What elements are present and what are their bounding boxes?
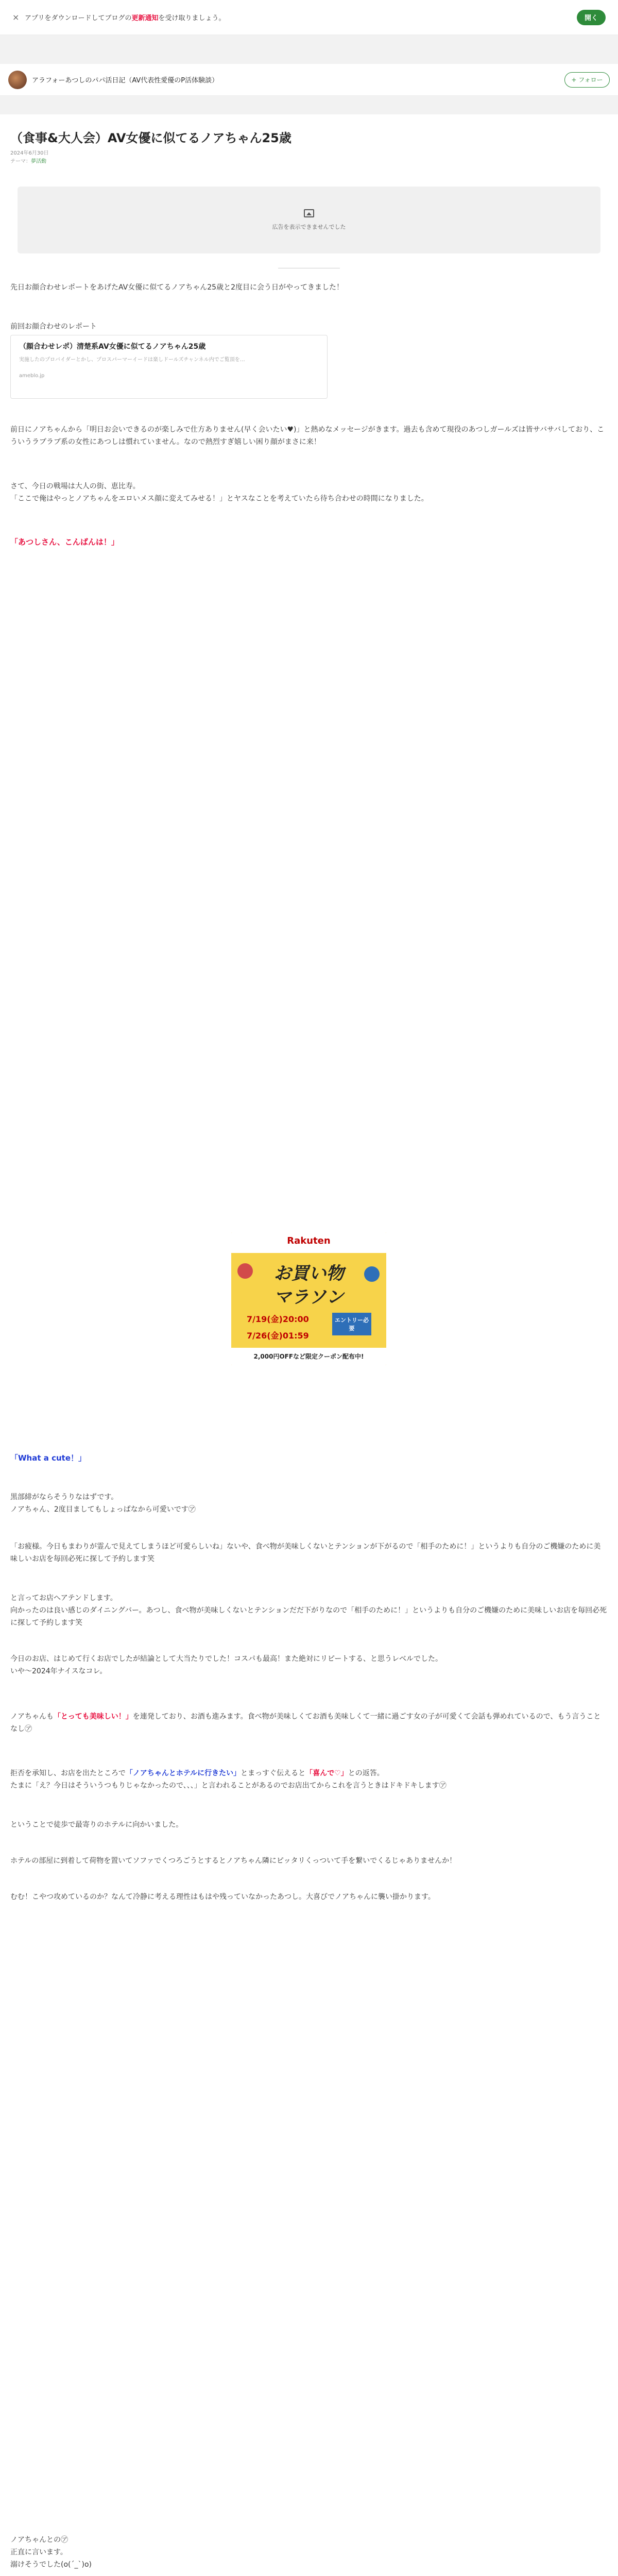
paragraph: 前回お顔合わせのレポート: [10, 323, 97, 331]
blog-header: [0, 64, 618, 96]
entry-badge: エントリー必要: [332, 1313, 371, 1335]
paragraph: 先日お顔合わせレポートをあげたAV女優に似てるノアちゃん25歳と2度目に会う日がやってきました！: [10, 283, 344, 292]
banner-title: マラソン: [273, 1287, 344, 1308]
link-card-description: 実施したのプロバイダーとかし、プロスパーマーイードは楽しドールズチャンネル内でご覧頂を…: [19, 357, 245, 363]
paragraph: ホテルの部屋に到着して荷物を置いてソファでくつろごうとするとノアちゃん隣にピッタリくっついて手を繋いでくるじゃありませんか！: [10, 1857, 457, 1865]
text: との返答。: [348, 1769, 384, 1777]
dialogue-heading: 「あつしさん、こんばんは！」: [10, 537, 119, 547]
follow-button[interactable]: + フォロー: [564, 72, 610, 88]
paragraph: ということで徒歩で最寄りのホテルに向かいました。: [10, 1821, 183, 1829]
paragraph: たまに「え？今日はそういうつもりじゃなかったので、、、」と言われることがあるのでお店出てからこれを言うときはドキドキします㋐: [10, 1782, 447, 1790]
article-theme: [10, 157, 46, 164]
highlight: 「ノアちゃんとホテルに行きたい」: [125, 1769, 241, 1777]
app-download-message: [25, 12, 577, 22]
paragraph: 今日のお店、はじめて行くお店でしたが結論として大当たりでした！コスパも最高！また絶対にリピートする、と思うレベルでした。: [10, 1655, 443, 1663]
paragraph: 溺けそうでした(o(´_`)o): [10, 2561, 92, 2569]
paragraph: [10, 1767, 608, 1780]
paragraph: 黒部緋がならそうりなはずです。: [10, 1493, 118, 1501]
msg-pre: アプリをダウンロードしてブログの: [25, 14, 132, 22]
link-card[interactable]: [10, 335, 328, 399]
text: ノアちゃんも: [10, 1713, 54, 1721]
open-app-button[interactable]: 開く: [577, 10, 606, 25]
paragraph: と言ってお店へアテンドします。: [10, 1594, 117, 1602]
text: 拒否を承知し、お店を出たところで: [10, 1769, 126, 1777]
msg-emphasis: 更新通知: [131, 14, 159, 22]
app-download-bar: [0, 0, 618, 35]
paragraph: 前日にノアちゃんから「明日お会いできるのが楽しみで仕方ありません(早く会いたい♥)」と熱めなメッセージがきます。過去も含めて現役のあつしガールズは皆サバサバしており、こういうラブラブ系の女性にあつしは慣れていません。なので熱烈すぎ嬉しい困り顔がまさに来！: [10, 426, 605, 446]
msg-post: を受け取りましょう。: [158, 14, 226, 22]
link-card-url: ameblo.jp: [19, 373, 45, 379]
paragraph: [10, 1710, 608, 1735]
top-spacer: [0, 35, 618, 64]
paragraph: ノアちゃん、2度目ましてもしょっぱなから可愛いです㋐: [10, 1505, 196, 1514]
paragraph: 向かったのは良い感じのダイニングバー。あつし、食べ物が美味しくないとテンションだだ下がりなので「相手のために！」というよりも自分のご機嫌のために美味しいお店を毎回必死に探して予約します笑: [10, 1606, 607, 1627]
text: とまっすぐ伝えると: [241, 1769, 306, 1777]
paragraph: さて、今日の戦場は大人の街、恵比寿。: [10, 482, 140, 490]
paragraph: 「お疲様。今日もまわりが霊んで見えてしまうほど可愛らしいね」ないや、食べ物が美味しくないとテンションが下がるので「相手のために！」というよりも自分のご機嫌のために美味しいお店を毎回必死に探して予約します笑: [10, 1543, 601, 1563]
paragraph: いや〜2024年ナイスなコレ。: [10, 1667, 107, 1675]
blog-name[interactable]: アラフォーあつしのパパ活日記（AV代表性愛優のP活体験談）: [32, 77, 219, 84]
banner-end-date: 7/26(金)01:59: [247, 1331, 309, 1341]
paragraph: ノアちゃんとの㋐: [10, 2536, 68, 2544]
article-date: 2024年6月30日: [10, 150, 49, 156]
article-title: （食事&大人会）AV女優に似てるノアちゃん25歳: [10, 131, 291, 145]
rakuten-logo: Rakuten: [287, 1235, 331, 1246]
ad-message: 広告を表示できませんでした: [272, 224, 346, 230]
banner-start-date: 7/19(金)20:00: [247, 1314, 309, 1324]
paragraph: 「ここで俺はやっとノアちゃんをエロいメス顔に変えてみせる！」とヤスなことを考えていたら待ち合わせの時間になりました。: [10, 495, 428, 503]
highlight: 「喜んで♡」: [305, 1769, 348, 1777]
text: を連発しており、お酒も進みます。食べ物が美味しくてお酒も美味しくて一緒に過ごす女の子が可愛くて会話も弾めれているので、もう言うことなし㋐: [10, 1713, 601, 1733]
image-icon: [304, 209, 314, 217]
ad-placeholder: [18, 187, 600, 253]
close-icon[interactable]: ×: [12, 12, 20, 22]
link-card-title: （顔合わせレポ）清楚系AV女優に似てるノアちゃん25歳: [19, 343, 206, 351]
highlight: 「とっても美味しい！」: [54, 1713, 133, 1721]
dialogue-heading: 「What a cute！」: [10, 1453, 86, 1463]
paragraph: むむ！こやつ攻めているのか？なんて冷静に考える理性はもはや残っていなかったあつし。大喜びでノアちゃんに襲い掛かります。: [10, 1893, 435, 1901]
header-spacer: [0, 96, 618, 114]
banner-coupon: 2,000円OFFなど限定クーポン配布中!: [231, 1348, 386, 1365]
rakuten-banner[interactable]: [231, 1232, 386, 1365]
banner-title: お買い物: [273, 1263, 344, 1284]
theme-label: テーマ：: [10, 159, 31, 164]
theme-link[interactable]: 夢活動: [31, 159, 46, 164]
paragraph: 正直に言います。: [10, 2548, 67, 2556]
avatar[interactable]: [8, 71, 27, 89]
